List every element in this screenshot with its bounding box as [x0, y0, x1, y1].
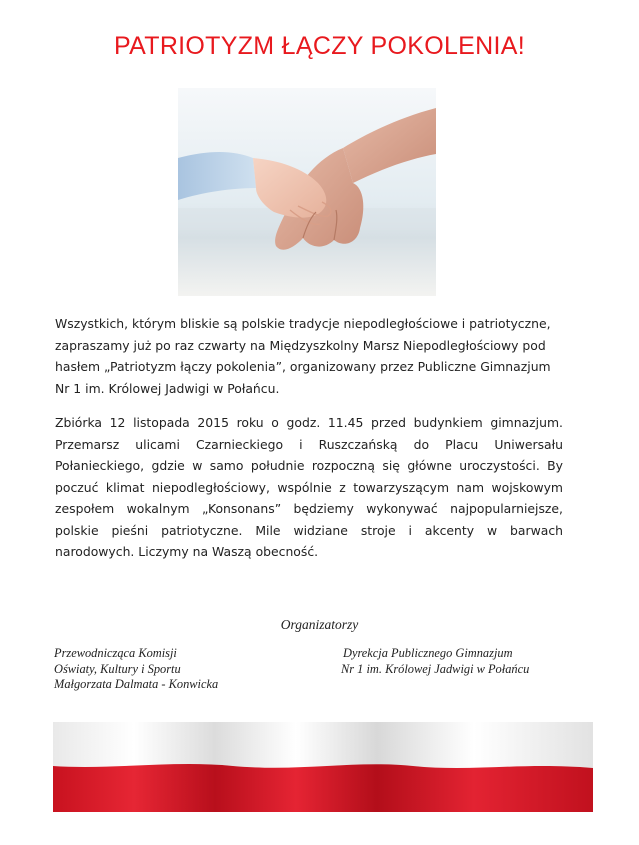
signature-left-line3: Małgorzata Dalmata - Konwicka: [54, 677, 219, 692]
signature-left-line2: Oświaty, Kultury i Sportu: [54, 661, 181, 676]
polish-flag-graphic: [53, 722, 593, 812]
page-title: PATRIOTYZM ŁĄCZY POKOLENIA!: [114, 32, 525, 60]
signature-right-line1: Dyrekcja Publicznego Gimnazjum: [343, 646, 513, 660]
signature-left: [54, 646, 218, 693]
holding-hands-illustration: [178, 88, 436, 296]
paragraph-invitation: Wszystkich, którym bliskie są polskie tradycje niepodległościowe i patriotyczne, zapraszamy już po raz czwarty na Międzyszkolny Marsz Niepodległościowy pod hasłem „Patriotyzm łączy pokolenia”, organizowany przez Publiczne Gimnazjum Nr 1 im. Królowej Jadwigi w Połańcu.: [55, 316, 551, 396]
paragraph-details: Zbiórka 12 listopada 2015 roku o godz. 11.45 przed budynkiem gimnazjum. Przemarsz ulicami Czarnieckiego i Ruszczańską do Placu Uniwersału Połanieckiego, gdzie w samo południe rozpoczną się główne uroczystości. By poczuć klimat niepodległościowy, wspólnie z towarzyszącym nam wojskowym zespołem wokalnym „Konsonans” będziemy wykonywać najpopularniejsze, polskie pieśni patriotyczne. Mile widziane stroje i akcenty w barwach narodowych. Liczymy na Waszą obecność.: [55, 415, 563, 559]
polish-flag-icon: [53, 722, 593, 812]
signature-right-line2: Nr 1 im. Królowej Jadwigi w Połańcu: [341, 661, 530, 676]
organizers-heading: Organizatorzy: [280, 617, 359, 632]
holding-hands-photo: [178, 88, 436, 296]
signature-right: [341, 646, 529, 677]
signature-left-line1: Przewodnicząca Komisji: [54, 646, 177, 660]
